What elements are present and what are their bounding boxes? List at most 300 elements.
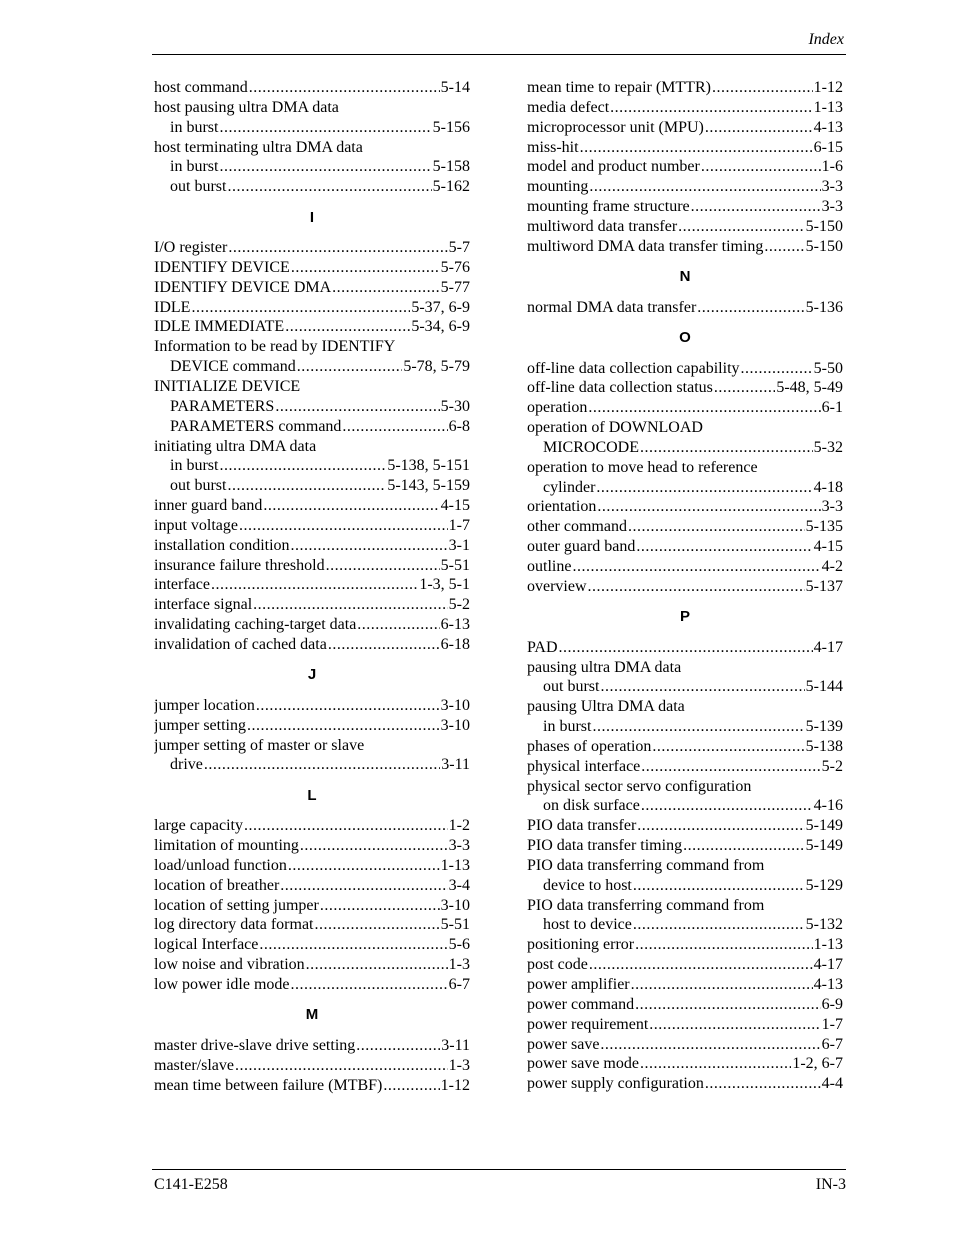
- index-entry: [527, 737, 843, 757]
- page-reference: 5-37, 6-9: [411, 298, 470, 316]
- page-reference: 5-138, 5-151: [387, 457, 470, 475]
- index-entry: [527, 777, 843, 797]
- page-reference: 6-18: [440, 635, 470, 653]
- index-term: DEVICE command: [170, 358, 296, 376]
- index-term: post code: [527, 956, 588, 974]
- index-entry: [527, 157, 843, 177]
- index-term: power save: [527, 1035, 600, 1053]
- page-reference: 4-18: [813, 478, 843, 496]
- dot-leader: [357, 615, 439, 635]
- index-entry: [154, 836, 470, 856]
- index-entry: [154, 696, 470, 716]
- index-entry: [527, 1015, 843, 1035]
- index-entry: [154, 238, 470, 258]
- index-entry: [154, 317, 470, 337]
- page-reference: 4-16: [813, 797, 843, 815]
- dot-leader: [280, 876, 447, 896]
- dot-leader: [285, 317, 410, 337]
- page-reference: 4-15: [813, 538, 843, 556]
- dot-leader: [589, 177, 820, 197]
- index-term: operation of DOWNLOAD: [527, 419, 703, 437]
- dot-leader: [288, 856, 440, 876]
- index-term: IDENTIFY DEVICE DMA: [154, 278, 332, 296]
- index-term: in burst: [170, 158, 219, 176]
- index-subentry: [527, 438, 843, 458]
- index-term: master/slave: [154, 1056, 234, 1074]
- index-subentry: [527, 915, 843, 935]
- header-title: Index: [808, 31, 844, 48]
- index-term: out burst: [170, 178, 227, 196]
- page-reference: 5-51: [440, 556, 470, 574]
- page-reference: 4-2: [821, 557, 843, 575]
- dot-leader: [211, 575, 418, 595]
- page-reference: 5-6: [448, 936, 470, 954]
- index-entry: [527, 537, 843, 557]
- dot-leader: [714, 378, 775, 398]
- dot-leader: [641, 757, 820, 777]
- page-reference: 5-77: [440, 278, 470, 296]
- index-entry: [527, 398, 843, 418]
- index-entry: [527, 816, 843, 836]
- index-term: low power idle mode: [154, 976, 290, 993]
- page-reference: 1-3, 5-1: [419, 576, 470, 594]
- dot-leader: [204, 755, 440, 775]
- index-entry: [154, 915, 470, 935]
- index-term: installation condition: [154, 536, 290, 554]
- index-term: load/unload function: [154, 856, 287, 874]
- dot-leader: [263, 496, 439, 516]
- index-term: pausing Ultra DMA data: [527, 698, 685, 716]
- index-entry: [527, 955, 843, 975]
- index-entry: [527, 577, 843, 597]
- index-term: large capacity: [154, 817, 243, 835]
- index-subentry: [154, 397, 470, 417]
- index-entry: [527, 359, 843, 379]
- index-entry: [154, 516, 470, 536]
- page-reference: 6-9: [821, 995, 843, 1013]
- index-term: IDENTIFY DEVICE: [154, 258, 290, 276]
- section-letter: I: [309, 208, 315, 226]
- index-subentry: [154, 476, 470, 496]
- section-letter: O: [679, 329, 691, 347]
- index-term: PARAMETERS command: [170, 417, 342, 435]
- page-reference: 5-2: [448, 596, 470, 614]
- index-entry: [527, 378, 843, 398]
- index-term: model and product number: [527, 158, 700, 176]
- dot-leader: [191, 298, 410, 318]
- index-entry: [154, 876, 470, 896]
- index-term: off-line data collection capability: [527, 359, 740, 377]
- page-reference: 6-15: [813, 138, 843, 156]
- index-entry: [154, 258, 470, 278]
- dot-leader: [636, 537, 812, 557]
- dot-leader: [227, 177, 431, 197]
- dot-leader: [633, 915, 805, 935]
- index-term: in burst: [170, 457, 219, 475]
- dot-leader: [320, 896, 440, 916]
- index-entry: [527, 697, 843, 717]
- index-term: master drive-slave drive setting: [154, 1036, 356, 1054]
- dot-leader: [600, 1035, 820, 1055]
- dot-leader: [332, 278, 440, 298]
- index-entry: [527, 557, 843, 577]
- index-term: mounting frame structure: [527, 198, 690, 216]
- dot-leader: [589, 955, 813, 975]
- index-term: PIO data transferring command from: [527, 856, 765, 874]
- page-reference: 1-12: [440, 1076, 470, 1094]
- index-entry: [154, 896, 470, 916]
- index-entry: [527, 217, 843, 237]
- dot-leader: [227, 476, 386, 496]
- dot-leader: [596, 478, 812, 498]
- page-reference: 6-7: [448, 976, 470, 993]
- index-term: out burst: [170, 477, 227, 495]
- page-reference: 5-32: [813, 438, 843, 456]
- index-term: outline: [527, 557, 572, 575]
- index-subentry: [154, 417, 470, 437]
- index-term: operation: [527, 399, 588, 417]
- dot-leader: [649, 1015, 820, 1035]
- section-letter: L: [307, 786, 317, 804]
- page-reference: 5-30: [440, 397, 470, 415]
- dot-leader: [764, 237, 804, 257]
- dot-leader: [641, 796, 813, 816]
- index-subentry: [154, 456, 470, 476]
- page-reference: 3-3: [821, 178, 843, 196]
- page-reference: 5-76: [440, 258, 470, 276]
- index-entry: [154, 536, 470, 556]
- dot-leader: [383, 1076, 439, 1096]
- index-subentry: [154, 157, 470, 177]
- index-entry: [154, 975, 470, 995]
- index-entry: [527, 896, 843, 916]
- index-entry: [527, 995, 843, 1015]
- dot-leader: [300, 836, 448, 856]
- dot-leader: [239, 516, 448, 536]
- section-letter: M: [305, 1006, 319, 1024]
- dot-leader: [741, 359, 813, 379]
- index-subentry: [154, 357, 470, 377]
- index-term: other command: [527, 518, 627, 536]
- dot-leader: [326, 556, 440, 576]
- index-term: power amplifier: [527, 976, 630, 993]
- dot-leader: [253, 595, 448, 615]
- index-subentry: [527, 796, 843, 816]
- page-reference: 1-12: [813, 79, 843, 96]
- index-term: host to device: [543, 916, 632, 934]
- index-term: location of breather: [154, 876, 280, 894]
- index-entry: [527, 118, 843, 138]
- index-entry: [527, 177, 843, 197]
- page-reference: 1-13: [440, 856, 470, 874]
- index-entry: [154, 736, 470, 756]
- page-reference: 4-15: [440, 497, 470, 515]
- dot-leader: [637, 816, 804, 836]
- page-reference: 5-51: [440, 916, 470, 934]
- index-subentry: [154, 118, 470, 138]
- dot-leader: [291, 258, 440, 278]
- index-entry: [154, 816, 470, 836]
- index-term: drive: [170, 756, 203, 774]
- index-entry: [154, 278, 470, 298]
- index-entry: [527, 975, 843, 995]
- index-term: PIO data transfer: [527, 817, 637, 835]
- index-entry: [527, 517, 843, 537]
- index-term: power supply configuration: [527, 1075, 704, 1093]
- index-term: outer guard band: [527, 538, 636, 556]
- index-entry: [154, 716, 470, 736]
- index-entry: [154, 138, 470, 158]
- page-reference: 3-10: [440, 716, 470, 734]
- index-entry: [527, 658, 843, 678]
- index-term: physical sector servo configuration: [527, 777, 752, 795]
- page-reference: 5-50: [813, 359, 843, 377]
- index-entry: [154, 935, 470, 955]
- index-term: device to host: [543, 876, 632, 894]
- page-reference: 1-3: [448, 956, 470, 974]
- index-term: host terminating ultra DMA data: [154, 138, 363, 156]
- dot-leader: [588, 398, 820, 418]
- page-reference: 5-7: [448, 239, 470, 257]
- page-reference: 5-143, 5-159: [387, 477, 470, 495]
- dot-leader: [244, 816, 448, 836]
- dot-leader: [572, 557, 820, 577]
- index-entry: [527, 836, 843, 856]
- page-reference: 5-162: [432, 178, 470, 196]
- footer-page-number: IN-3: [815, 1176, 846, 1193]
- dot-leader: [247, 716, 440, 736]
- index-term: multiword data transfer: [527, 217, 678, 235]
- page-reference: 4-17: [813, 638, 843, 656]
- index-term: host command: [154, 79, 248, 96]
- index-entry: [527, 856, 843, 876]
- dot-leader: [705, 118, 813, 138]
- index-term: phases of operation: [527, 737, 652, 755]
- index-entry: [154, 98, 470, 118]
- index-entry: [154, 856, 470, 876]
- dot-leader: [600, 677, 804, 697]
- index-term: in burst: [170, 118, 219, 136]
- index-entry: [154, 496, 470, 516]
- index-term: invalidation of cached data: [154, 635, 327, 653]
- dot-leader: [256, 696, 440, 716]
- page-reference: 5-137: [805, 577, 843, 595]
- dot-leader: [652, 737, 804, 757]
- index-term: miss-hit: [527, 138, 579, 156]
- index-term: power command: [527, 995, 635, 1013]
- index-entry: [527, 1054, 843, 1074]
- page-reference: 1-13: [813, 936, 843, 954]
- index-term: location of setting jumper: [154, 896, 319, 914]
- page-reference: 1-13: [813, 98, 843, 116]
- page-reference: 1-3: [448, 1056, 470, 1074]
- index-term: interface: [154, 576, 210, 594]
- index-entry: [154, 1076, 470, 1096]
- index-term: low noise and vibration: [154, 956, 305, 974]
- index-entry: [154, 1036, 470, 1056]
- dot-leader: [610, 98, 813, 118]
- index-term: invalidating caching-target data: [154, 616, 357, 634]
- page-reference: 3-11: [441, 1036, 470, 1054]
- page-reference: 4-17: [813, 956, 843, 974]
- index-term: I/O register: [154, 239, 228, 257]
- page-reference: 5-156: [432, 118, 470, 136]
- dot-leader: [219, 118, 431, 138]
- page-reference: 5-2: [821, 757, 843, 775]
- page-reference: 1-2, 6-7: [792, 1055, 843, 1073]
- dot-leader: [342, 417, 447, 437]
- dot-leader: [597, 497, 820, 517]
- page-reference: 3-3: [448, 837, 470, 855]
- index-entry: [154, 298, 470, 318]
- page-reference: 1-2: [448, 817, 470, 835]
- index-term: mounting: [527, 178, 589, 196]
- index-entry: [527, 638, 843, 658]
- index-term: orientation: [527, 498, 597, 516]
- page-reference: 5-132: [805, 916, 843, 934]
- index-subentry: [154, 177, 470, 197]
- index-column-left: [154, 78, 470, 1095]
- dot-leader: [219, 456, 386, 476]
- dot-leader: [683, 836, 805, 856]
- dot-leader: [291, 975, 448, 995]
- index-term: normal DMA data transfer: [527, 298, 697, 316]
- index-entry: [527, 78, 843, 98]
- index-term: microprocessor unit (MPU): [527, 118, 704, 136]
- dot-leader: [588, 577, 805, 597]
- index-subentry: [527, 677, 843, 697]
- dot-leader: [315, 915, 440, 935]
- index-term: PAD: [527, 638, 558, 656]
- index-term: insurance failure threshold: [154, 556, 325, 574]
- index-term: operation to move head to reference: [527, 458, 758, 476]
- index-entry: [154, 955, 470, 975]
- page-reference: 5-158: [432, 158, 470, 176]
- page-reference: 4-13: [813, 118, 843, 136]
- dot-leader: [328, 635, 440, 655]
- index-term: PARAMETERS: [170, 397, 275, 415]
- index-subentry: [527, 717, 843, 737]
- index-entry: [154, 575, 470, 595]
- index-term: jumper location: [154, 696, 255, 714]
- index-term: MICROCODE: [543, 438, 640, 456]
- index-subentry: [154, 755, 470, 775]
- index-term: mean time between failure (MTBF): [154, 1076, 383, 1094]
- index-term: out burst: [543, 678, 600, 696]
- index-term: media defect: [527, 98, 610, 116]
- dot-leader: [640, 438, 813, 458]
- dot-leader: [235, 1056, 448, 1076]
- index-entry: [154, 635, 470, 655]
- index-term: IDLE: [154, 298, 191, 316]
- dot-leader: [697, 298, 804, 318]
- index-term: cylinder: [543, 478, 596, 496]
- page-reference: 5-144: [805, 678, 843, 696]
- page-reference: 5-135: [805, 518, 843, 536]
- header-rule: [152, 54, 846, 55]
- dot-leader: [559, 638, 813, 658]
- page-reference: 6-13: [440, 616, 470, 634]
- index-entry: [527, 98, 843, 118]
- index-entry: [154, 595, 470, 615]
- dot-leader: [297, 357, 403, 377]
- index-entry: [527, 197, 843, 217]
- page-reference: 5-138: [805, 737, 843, 755]
- dot-leader: [640, 1054, 791, 1074]
- index-term: log directory data format: [154, 916, 314, 934]
- index-term: Information to be read by IDENTIFY: [154, 338, 396, 356]
- index-term: mean time to repair (MTTR): [527, 79, 711, 96]
- page-reference: 3-3: [821, 498, 843, 516]
- dot-leader: [635, 935, 813, 955]
- dot-leader: [633, 876, 805, 896]
- index-entry: [527, 458, 843, 478]
- dot-leader: [306, 955, 448, 975]
- index-term: host pausing ultra DMA data: [154, 98, 339, 116]
- page-reference: 6-8: [448, 417, 470, 435]
- page-reference: 5-150: [805, 237, 843, 255]
- index-term: jumper setting of master or slave: [154, 736, 365, 754]
- dot-leader: [628, 517, 805, 537]
- page-reference: 5-14: [440, 79, 470, 96]
- dot-leader: [228, 238, 447, 258]
- page-reference: 4-4: [821, 1075, 843, 1093]
- dot-leader: [678, 217, 805, 237]
- dot-leader: [701, 157, 821, 177]
- index-term: in burst: [543, 718, 592, 736]
- dot-leader: [691, 197, 821, 217]
- dot-leader: [631, 975, 813, 995]
- page-reference: 5-149: [805, 817, 843, 835]
- index-term: pausing ultra DMA data: [527, 658, 682, 676]
- dot-leader: [291, 536, 448, 556]
- index-entry: [527, 138, 843, 158]
- index-term: initiating ultra DMA data: [154, 437, 317, 455]
- footer-rule: [152, 1169, 846, 1170]
- index-column-right: [527, 78, 843, 1094]
- page-reference: 3-10: [440, 696, 470, 714]
- index-term: physical interface: [527, 757, 641, 775]
- page-reference: 5-139: [805, 718, 843, 736]
- page-reference: 1-7: [821, 1015, 843, 1033]
- page-reference: 3-11: [441, 756, 470, 774]
- index-term: interface signal: [154, 596, 253, 614]
- index-term: limitation of mounting: [154, 837, 299, 855]
- page-reference: 3-3: [821, 198, 843, 216]
- index-term: jumper setting: [154, 716, 246, 734]
- dot-leader: [592, 717, 804, 737]
- section-letter: J: [307, 666, 317, 684]
- dot-leader: [259, 935, 447, 955]
- index-entry: [527, 237, 843, 257]
- index-entry: [527, 497, 843, 517]
- page-reference: 1-6: [821, 158, 843, 176]
- index-entry: [154, 1056, 470, 1076]
- page-reference: 5-78, 5-79: [403, 358, 470, 376]
- index-term: inner guard band: [154, 497, 263, 515]
- page-reference: 5-136: [805, 298, 843, 316]
- section-letter: P: [679, 608, 690, 626]
- section-letter: N: [679, 268, 691, 286]
- dot-leader: [712, 78, 813, 98]
- page-reference: 4-13: [813, 976, 843, 993]
- index-term: PIO data transferring command from: [527, 896, 765, 914]
- page-reference: 3-1: [448, 536, 470, 554]
- index-term: logical Interface: [154, 936, 259, 954]
- index-entry: [527, 418, 843, 438]
- page-reference: 5-129: [805, 876, 843, 894]
- page-reference: 5-149: [805, 837, 843, 855]
